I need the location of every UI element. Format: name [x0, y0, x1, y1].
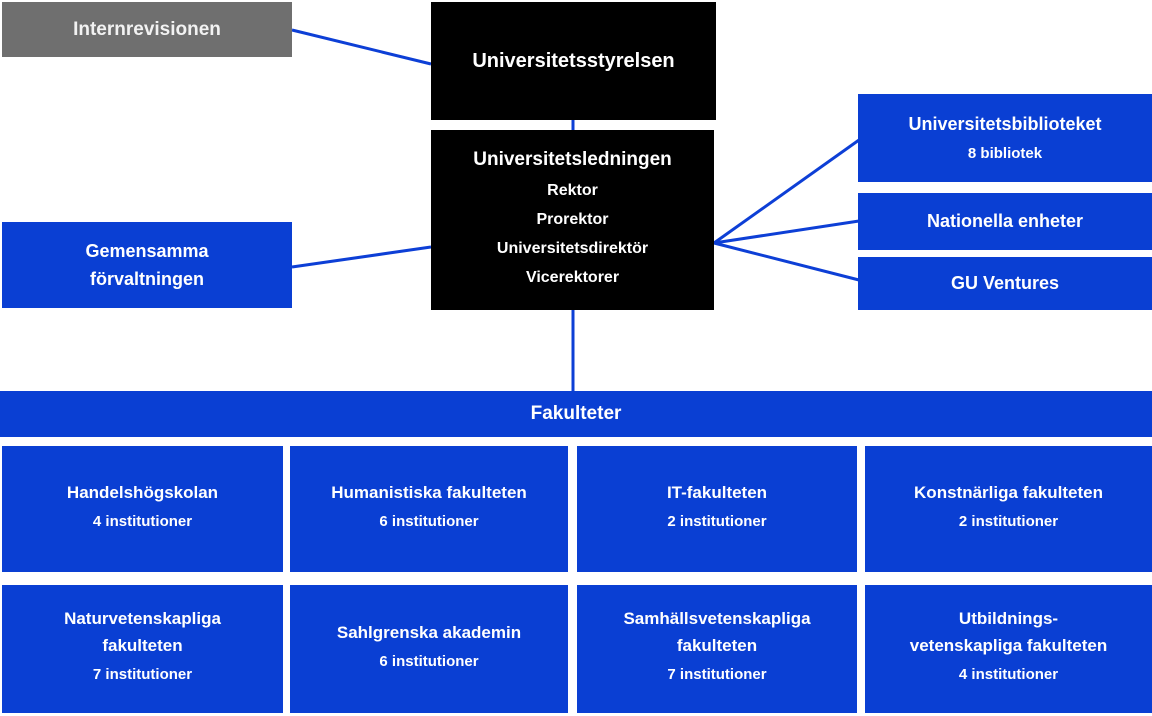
- faculty-it: [577, 446, 857, 572]
- faculty-utbildningsvetenskapliga: [865, 585, 1152, 713]
- library-subtitle: 8 bibliotek: [967, 145, 1043, 162]
- faculties-header-label: Fakulteter: [530, 403, 622, 424]
- faculty-samhallsvetenskapliga: [577, 585, 857, 713]
- faculty-name: Sahlgrenska akademin: [336, 622, 522, 642]
- faculty-name-line2: fakulteten: [676, 636, 758, 655]
- leadership-member-vicerektorer: Vicerektorer: [525, 269, 620, 286]
- faculty-name: Humanistiska fakulteten: [331, 482, 527, 502]
- leadership-member-universitetsdirektor: Universitetsdirektör: [496, 240, 649, 257]
- faculty-konstnarliga: [865, 446, 1152, 572]
- faculty-handelshogskolan: [2, 446, 283, 572]
- faculty-name: Samhällsvetenskapliga: [623, 609, 811, 628]
- faculty-name: Konstnärliga fakulteten: [914, 482, 1103, 502]
- faculty-humanistiska: [290, 446, 568, 572]
- faculty-count: 4 institutioner: [958, 666, 1059, 683]
- faculty-name-line2: fakulteten: [102, 636, 183, 655]
- faculty-count: 4 institutioner: [92, 512, 193, 530]
- university-board-box: [431, 2, 716, 120]
- faculty-count: 6 institutioner: [379, 512, 479, 530]
- national-units-box: [858, 193, 1152, 250]
- national-units-label: Nationella enheter: [926, 211, 1084, 231]
- faculty-sahlgrenska: [290, 585, 568, 713]
- faculty-count: 2 institutioner: [667, 512, 767, 530]
- internal-audit-box: [2, 2, 292, 57]
- faculty-name: Handelshögskolan: [66, 482, 219, 502]
- gu-ventures-label: GU Ventures: [950, 273, 1060, 293]
- leadership-title: Universitetsledningen: [473, 149, 672, 170]
- faculty-name: IT-fakulteten: [666, 482, 768, 502]
- faculty-count: 2 institutioner: [958, 512, 1059, 530]
- connector-leadership-national-units: [714, 221, 859, 243]
- leadership-member-prorektor: Prorektor: [536, 211, 609, 228]
- internal-audit-label: Internrevisionen: [73, 18, 221, 40]
- faculty-count: 6 institutioner: [379, 652, 479, 670]
- university-library-box: [858, 94, 1152, 182]
- administration-label-line1: Gemensamma: [85, 241, 209, 261]
- connector-administration-leadership: [292, 247, 431, 267]
- faculty-naturvetenskapliga: [2, 585, 283, 713]
- connector-audit-board: [292, 30, 431, 64]
- faculty-count: 7 institutioner: [92, 666, 193, 683]
- faculty-name-line2: vetenskapliga fakulteten: [909, 636, 1108, 655]
- shared-administration-box: [2, 222, 292, 308]
- faculty-name: Naturvetenskapliga: [64, 609, 221, 628]
- leadership-member-rektor: Rektor: [547, 182, 598, 199]
- faculties-header-bar: [0, 391, 1152, 437]
- connector-leadership-gu-ventures: [714, 243, 859, 280]
- administration-label-line2: förvaltningen: [89, 269, 204, 289]
- connector-leadership-library: [714, 140, 859, 243]
- gu-ventures-box: [858, 257, 1152, 310]
- university-leadership-box: [431, 130, 714, 310]
- faculty-count: 7 institutioner: [667, 666, 767, 683]
- university-board-label: Universitetsstyrelsen: [472, 49, 675, 72]
- library-title: Universitetsbiblioteket: [908, 114, 1102, 134]
- faculty-name: Utbildnings-: [958, 609, 1059, 628]
